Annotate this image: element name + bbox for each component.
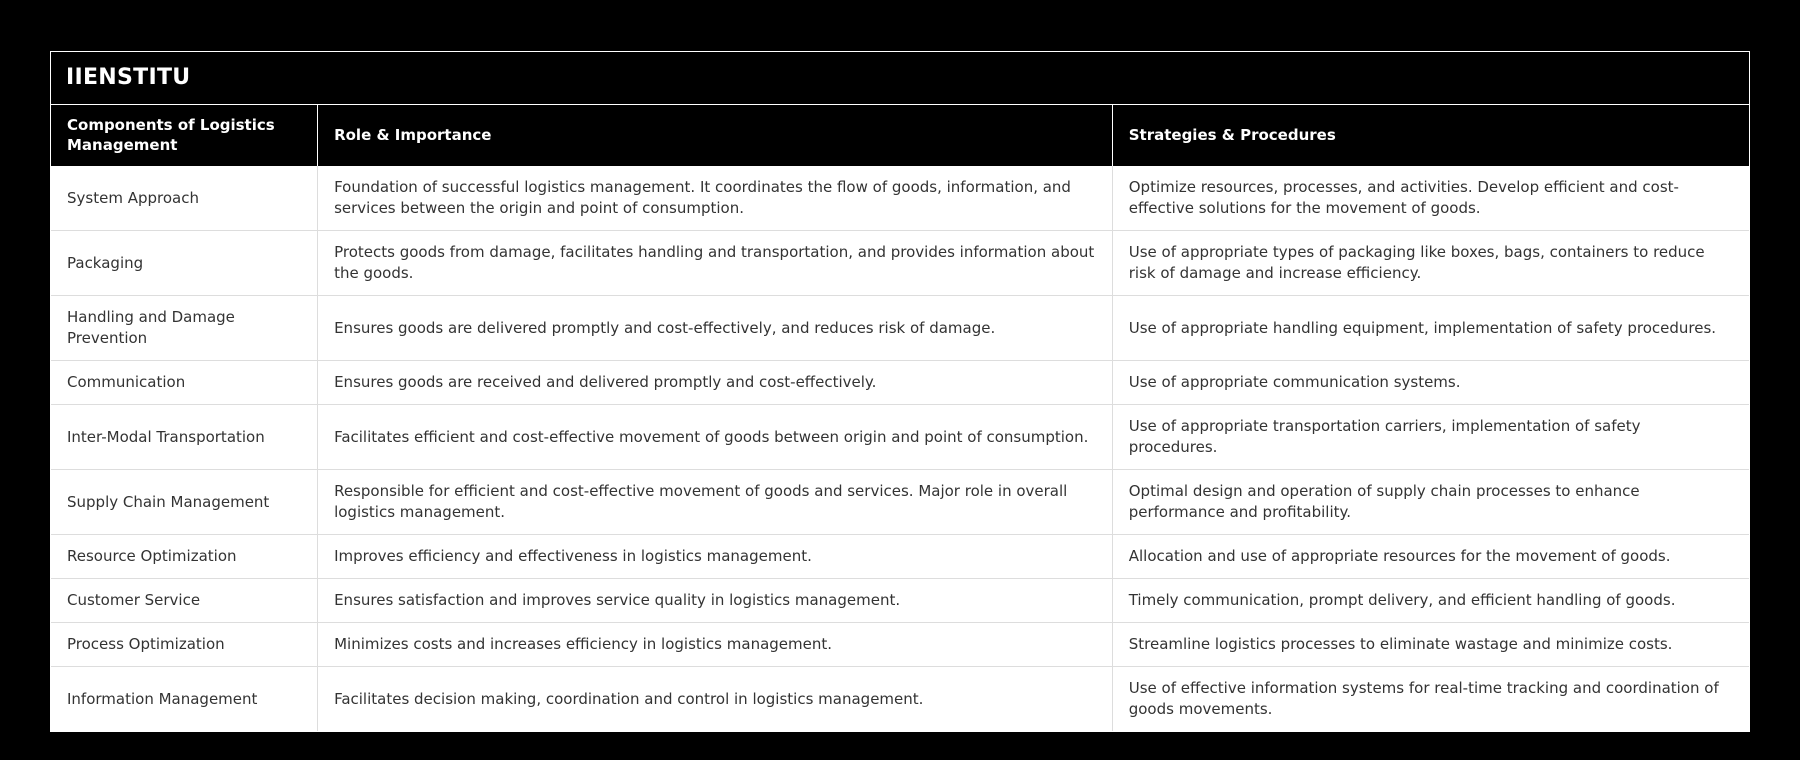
cell-role: Foundation of successful logistics management. It coordinates the flow of goods, information, and services between the origin and point of consumption. — [318, 166, 1113, 231]
cell-component: Information Management — [51, 667, 318, 732]
cell-component: Packaging — [51, 231, 318, 296]
cell-role: Protects goods from damage, facilitates handling and transportation, and provides information about the goods. — [318, 231, 1113, 296]
cell-strategy: Use of appropriate transportation carriers, implementation of safety procedures. — [1112, 405, 1749, 470]
logistics-table — [51, 105, 1749, 731]
table-row — [51, 361, 1749, 405]
cell-component: Resource Optimization — [51, 535, 318, 579]
table-row — [51, 166, 1749, 231]
cell-component: Process Optimization — [51, 623, 318, 667]
cell-strategy: Allocation and use of appropriate resources for the movement of goods. — [1112, 535, 1749, 579]
cell-role: Ensures goods are received and delivered promptly and cost-effectively. — [318, 361, 1113, 405]
cell-role: Ensures satisfaction and improves service quality in logistics management. — [318, 579, 1113, 623]
cell-strategy: Streamline logistics processes to eliminate wastage and minimize costs. — [1112, 623, 1749, 667]
cell-strategy: Timely communication, prompt delivery, and efficient handling of goods. — [1112, 579, 1749, 623]
cell-strategy: Use of appropriate communication systems. — [1112, 361, 1749, 405]
cell-strategy: Optimal design and operation of supply chain processes to enhance performance and profitability. — [1112, 470, 1749, 535]
brand-title: IIENSTITU — [66, 65, 191, 90]
brand-bar — [51, 52, 1749, 105]
logistics-table-panel — [50, 51, 1750, 732]
cell-strategy: Use of effective information systems for real-time tracking and coordination of goods movements. — [1112, 667, 1749, 732]
cell-component: Inter-Modal Transportation — [51, 405, 318, 470]
cell-role: Facilitates decision making, coordination and control in logistics management. — [318, 667, 1113, 732]
cell-role: Ensures goods are delivered promptly and cost-effectively, and reduces risk of damage. — [318, 296, 1113, 361]
column-header-components: Components of Logistics Management — [51, 105, 318, 166]
column-header-strategies: Strategies & Procedures — [1112, 105, 1749, 166]
cell-component: System Approach — [51, 166, 318, 231]
table-header-row — [51, 105, 1749, 166]
column-header-role: Role & Importance — [318, 105, 1113, 166]
cell-strategy: Optimize resources, processes, and activities. Develop efficient and cost-effective solutions for the movement of goods. — [1112, 166, 1749, 231]
table-row — [51, 231, 1749, 296]
cell-component: Supply Chain Management — [51, 470, 318, 535]
cell-component: Handling and Damage Prevention — [51, 296, 318, 361]
cell-component: Customer Service — [51, 579, 318, 623]
table-row — [51, 667, 1749, 732]
cell-strategy: Use of appropriate types of packaging like boxes, bags, containers to reduce risk of damage and increase efficiency. — [1112, 231, 1749, 296]
cell-role: Facilitates efficient and cost-effective movement of goods between origin and point of consumption. — [318, 405, 1113, 470]
cell-role: Improves efficiency and effectiveness in logistics management. — [318, 535, 1113, 579]
cell-strategy: Use of appropriate handling equipment, implementation of safety procedures. — [1112, 296, 1749, 361]
cell-role: Minimizes costs and increases efficiency in logistics management. — [318, 623, 1113, 667]
table-row — [51, 623, 1749, 667]
cell-component: Communication — [51, 361, 318, 405]
cell-role: Responsible for efficient and cost-effective movement of goods and services. Major role in overall logistics management. — [318, 470, 1113, 535]
table-row — [51, 579, 1749, 623]
table-row — [51, 470, 1749, 535]
table-row — [51, 296, 1749, 361]
table-row — [51, 535, 1749, 579]
table-row — [51, 405, 1749, 470]
